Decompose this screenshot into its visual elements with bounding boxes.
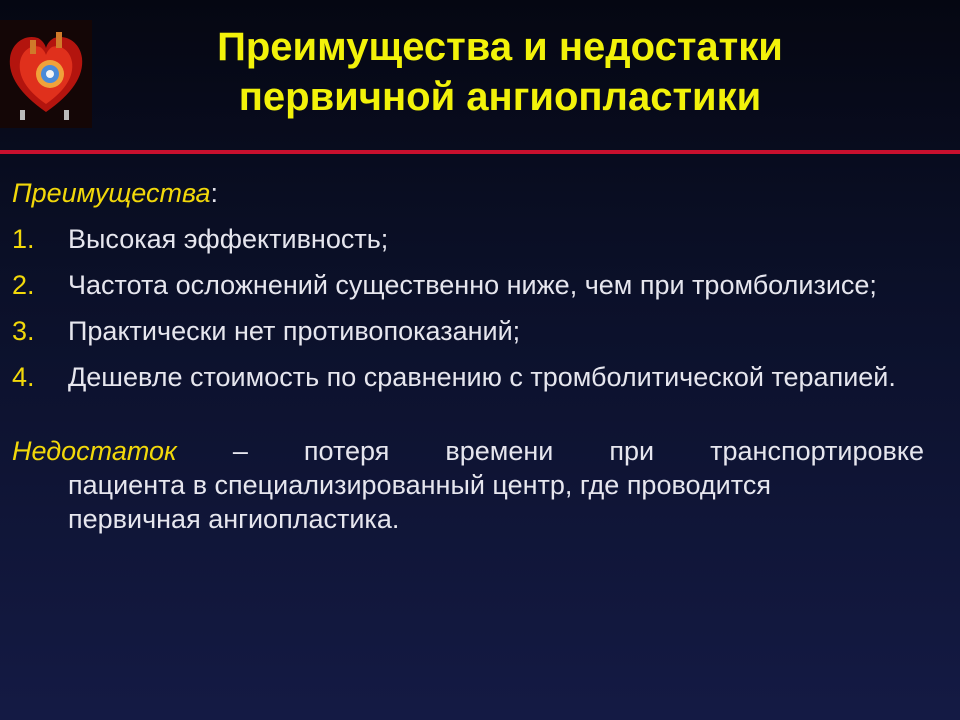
list-item-number: 2.	[12, 270, 35, 300]
advantages-heading	[12, 176, 924, 210]
list-item	[12, 222, 924, 256]
advantages-list	[12, 222, 924, 394]
title-divider	[0, 150, 960, 154]
list-item-text: Частота осложнений существенно ниже, чем при тромболизисе;	[68, 270, 877, 300]
drawback-line-3: первичная ангиопластика.	[68, 504, 400, 534]
list-item-number: 1.	[12, 224, 35, 254]
drawback-line-1: – потеря времени при транспортировке	[176, 436, 924, 466]
title-line-2: первичной ангиопластики	[238, 75, 762, 119]
list-item-text: Дешевле стоимость по сравнению с тромболитической терапией.	[68, 362, 896, 392]
heart-logo-icon	[0, 20, 92, 128]
title-line-1: Преимущества и недостатки	[217, 25, 783, 69]
slide-body	[12, 176, 924, 536]
list-item-number: 4.	[12, 362, 35, 392]
drawback-first-line	[12, 434, 924, 468]
advantages-heading-suffix: :	[210, 178, 219, 208]
drawback-line-2: пациента в специализированный центр, где проводится	[68, 470, 771, 500]
drawback-heading: Недостаток	[12, 436, 177, 466]
list-item	[12, 314, 924, 348]
slide-title	[120, 22, 880, 122]
list-item-text: Высокая эффективность;	[68, 224, 389, 254]
list-item-text: Практически нет противопоказаний;	[68, 316, 521, 346]
drawback-paragraph	[12, 434, 924, 536]
list-item	[12, 268, 924, 302]
list-item-number: 3.	[12, 316, 35, 346]
list-item	[12, 360, 924, 394]
advantages-heading-label: Преимущества	[12, 178, 211, 208]
